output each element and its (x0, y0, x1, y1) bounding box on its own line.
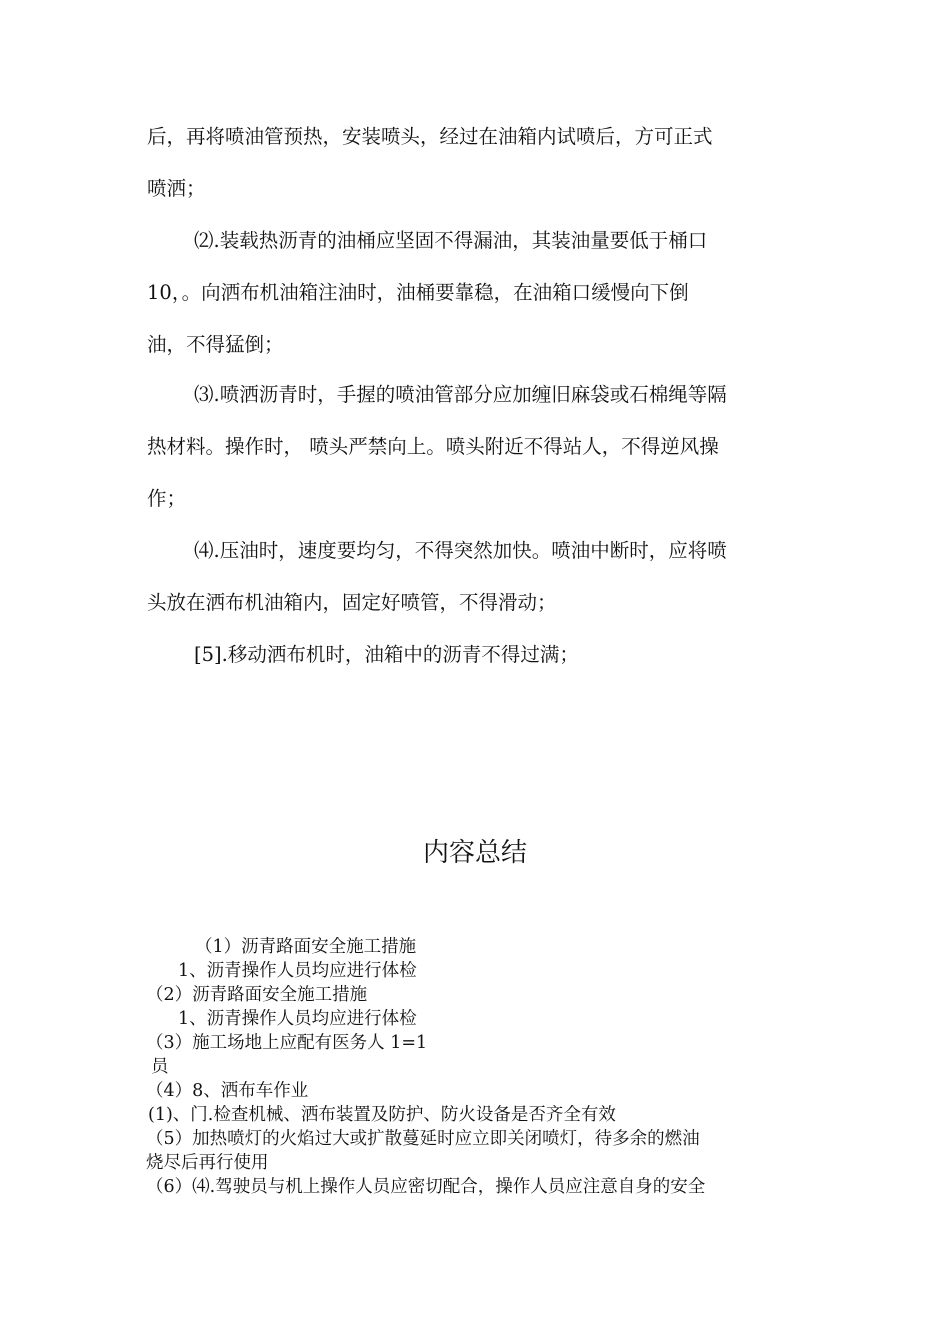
body-line-11: [5].移动洒布机时，油箱中的沥青不得过满； (194, 643, 579, 666)
body-line-6: ⑶.喷洒沥青时，手握的喷油管部分应加缠旧麻袋或石棉绳等隔 (194, 383, 727, 406)
summary-line-9: （5）加热喷灯的火焰过大或扩散蔓延时应立即关闭喷灯，待多余的燃油 (146, 1129, 700, 1149)
body-line-3: ⑵.装载热沥青的油桶应坚固不得漏油，其装油量要低于桶口 (194, 229, 708, 252)
summary-line-6: 员 (151, 1057, 169, 1077)
body-line-2: 喷洒； (147, 177, 206, 200)
body-line-9: ⑷.压油时，速度要均匀，不得突然加快。喷油中断时，应将喷 (194, 539, 727, 562)
summary-line-5: （3）施工场地上应配有医务人 1=1 (146, 1033, 428, 1053)
summary-line-8: (1)、门.检查机械、洒布装置及防护、防火设备是否齐全有效 (148, 1105, 616, 1125)
body-line-4: 10，。向洒布机油箱注油时，油桶要靠稳，在油箱口缓慢向下倒 (147, 281, 689, 304)
body-line-7: 热材料。操作时， 喷头严禁向上。喷头附近不得站人，不得逆风操 (147, 435, 719, 458)
summary-line-7: （4）8、洒布车作业 (146, 1081, 309, 1101)
body-line-5: 油，不得猛倒； (147, 333, 284, 356)
summary-line-1: （1）沥青路面安全施工措施 (195, 937, 417, 957)
summary-line-11: （6）⑷.驾驶员与机上操作人员应密切配合，操作人员应注意自身的安全 (146, 1177, 706, 1197)
summary-line-4: 1、沥青操作人员均应进行体检 (178, 1009, 417, 1029)
summary-title: 内容总结 (422, 838, 527, 868)
body-line-1: 后，再将喷油管预热，安装喷头，经过在油箱内试喷后，方可正式 (147, 125, 713, 148)
body-line-8: 作； (147, 487, 187, 510)
summary-line-3: （2）沥青路面安全施工措施 (146, 985, 368, 1005)
summary-line-2: 1、沥青操作人员均应进行体检 (178, 961, 417, 981)
summary-line-10: 烧尽后再行使用 (146, 1153, 269, 1173)
body-line-10: 头放在洒布机油箱内，固定好喷管，不得滑动； (147, 591, 557, 614)
